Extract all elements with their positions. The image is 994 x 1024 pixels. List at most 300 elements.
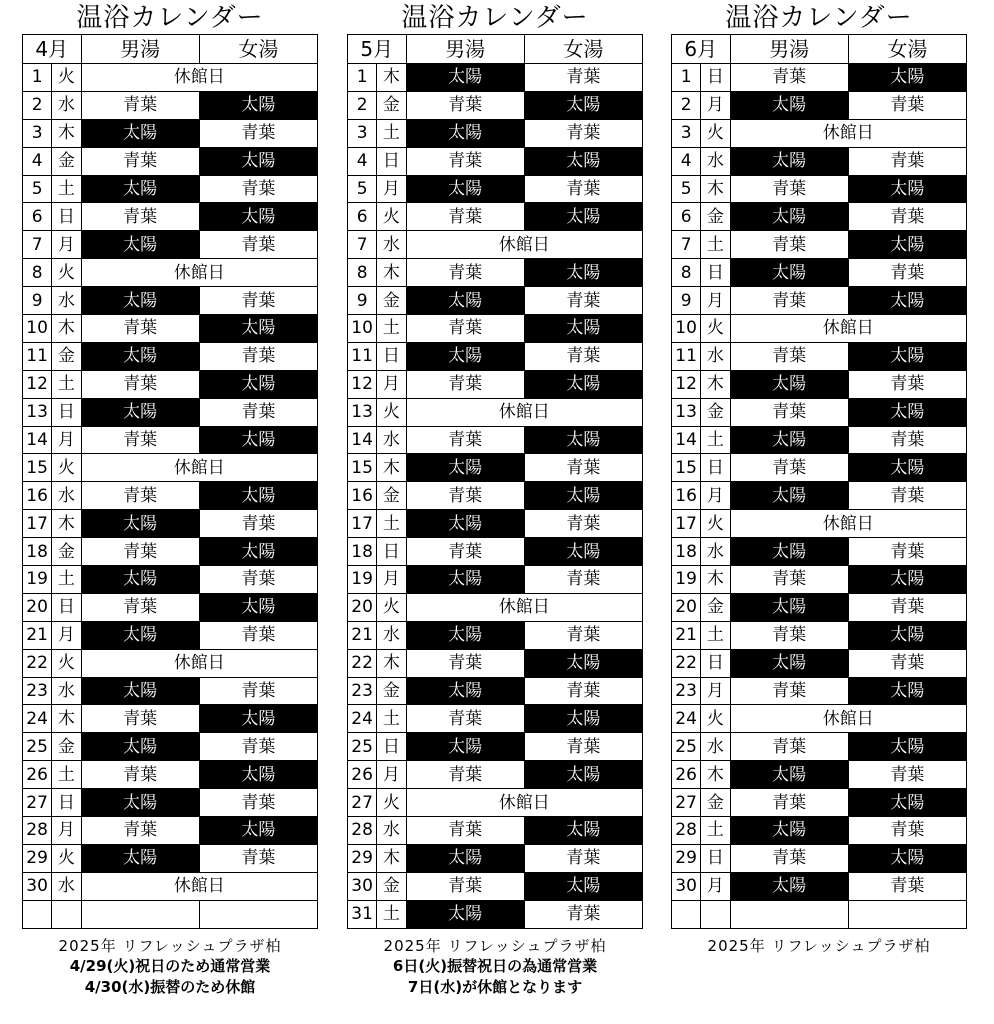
men-bath-cell: 太陽 bbox=[406, 119, 524, 147]
day-of-week: 日 bbox=[377, 538, 406, 566]
day-number: 13 bbox=[672, 398, 701, 426]
day-row bbox=[348, 287, 643, 315]
footer-note: 7日(水)が休館となります bbox=[407, 977, 583, 996]
day-row bbox=[348, 789, 643, 817]
month-label: 5月 bbox=[348, 35, 407, 64]
women-bath-header: 女湯 bbox=[524, 35, 642, 64]
day-row bbox=[23, 482, 318, 510]
day-of-week: 日 bbox=[52, 398, 81, 426]
women-bath-cell: 青葉 bbox=[199, 398, 317, 426]
women-bath-cell: 太陽 bbox=[524, 649, 642, 677]
women-bath-cell: 太陽 bbox=[848, 64, 966, 92]
day-of-week bbox=[52, 900, 81, 928]
men-bath-cell: 太陽 bbox=[81, 398, 199, 426]
men-bath-cell: 青葉 bbox=[406, 315, 524, 343]
day-of-week: 水 bbox=[701, 147, 730, 175]
day-of-week: 月 bbox=[52, 817, 81, 845]
women-bath-cell: 青葉 bbox=[199, 566, 317, 594]
women-bath-cell: 青葉 bbox=[524, 510, 642, 538]
day-number: 17 bbox=[23, 510, 52, 538]
day-of-week: 土 bbox=[377, 119, 406, 147]
men-bath-cell: 太陽 bbox=[406, 287, 524, 315]
day-row bbox=[23, 147, 318, 175]
women-bath-cell: 太陽 bbox=[848, 677, 966, 705]
day-row bbox=[23, 593, 318, 621]
day-row bbox=[672, 287, 967, 315]
men-bath-cell: 太陽 bbox=[730, 872, 848, 900]
day-number bbox=[23, 900, 52, 928]
footer-year: 2025年 リフレッシュプラザ柏 bbox=[707, 936, 931, 955]
day-number: 19 bbox=[672, 566, 701, 594]
men-bath-cell: 太陽 bbox=[81, 621, 199, 649]
day-of-week: 日 bbox=[52, 593, 81, 621]
women-bath-cell: 青葉 bbox=[524, 677, 642, 705]
day-of-week: 水 bbox=[377, 426, 406, 454]
day-row bbox=[348, 315, 643, 343]
day-of-week: 火 bbox=[377, 593, 406, 621]
day-of-week: 火 bbox=[377, 203, 406, 231]
women-bath-cell: 青葉 bbox=[524, 175, 642, 203]
day-row bbox=[672, 789, 967, 817]
men-bath-cell: 太陽 bbox=[81, 789, 199, 817]
day-number: 27 bbox=[23, 789, 52, 817]
day-row bbox=[23, 566, 318, 594]
day-number: 16 bbox=[348, 482, 377, 510]
day-number: 8 bbox=[23, 259, 52, 287]
calendar-title: 温浴カレンダー bbox=[725, 3, 913, 33]
day-of-week: 水 bbox=[701, 342, 730, 370]
men-bath-cell: 青葉 bbox=[81, 761, 199, 789]
day-row bbox=[672, 203, 967, 231]
day-row bbox=[672, 649, 967, 677]
day-number: 29 bbox=[23, 844, 52, 872]
day-row bbox=[672, 900, 967, 928]
day-row bbox=[348, 705, 643, 733]
day-number: 30 bbox=[23, 872, 52, 900]
women-bath-cell: 太陽 bbox=[848, 789, 966, 817]
day-row bbox=[348, 872, 643, 900]
women-bath-cell: 青葉 bbox=[848, 259, 966, 287]
day-number: 5 bbox=[23, 175, 52, 203]
day-row bbox=[672, 259, 967, 287]
day-of-week: 火 bbox=[52, 649, 81, 677]
women-bath-cell: 青葉 bbox=[524, 733, 642, 761]
day-number: 24 bbox=[348, 705, 377, 733]
closed-cell: 休館日 bbox=[730, 315, 967, 343]
day-number: 15 bbox=[23, 454, 52, 482]
day-number: 7 bbox=[672, 231, 701, 259]
men-bath-cell: 青葉 bbox=[406, 203, 524, 231]
women-bath-cell: 青葉 bbox=[199, 789, 317, 817]
day-row bbox=[672, 538, 967, 566]
day-number: 14 bbox=[348, 426, 377, 454]
day-number: 7 bbox=[348, 231, 377, 259]
day-row bbox=[348, 231, 643, 259]
day-row bbox=[23, 621, 318, 649]
closed-cell: 休館日 bbox=[81, 259, 318, 287]
calendar-table bbox=[22, 34, 318, 929]
men-bath-cell: 青葉 bbox=[730, 398, 848, 426]
day-number: 9 bbox=[23, 287, 52, 315]
day-of-week: 日 bbox=[377, 147, 406, 175]
day-of-week: 木 bbox=[377, 64, 406, 92]
women-bath-cell: 青葉 bbox=[848, 872, 966, 900]
day-of-week: 金 bbox=[52, 342, 81, 370]
men-bath-cell: 太陽 bbox=[406, 900, 524, 928]
women-bath-cell: 青葉 bbox=[199, 287, 317, 315]
day-row bbox=[23, 817, 318, 845]
women-bath-cell: 太陽 bbox=[199, 482, 317, 510]
day-number: 4 bbox=[23, 147, 52, 175]
calendar-april bbox=[22, 0, 318, 998]
men-bath-cell: 太陽 bbox=[406, 566, 524, 594]
day-of-week: 火 bbox=[701, 315, 730, 343]
women-bath-header: 女湯 bbox=[199, 35, 317, 64]
men-bath-cell: 青葉 bbox=[730, 789, 848, 817]
day-number: 11 bbox=[23, 342, 52, 370]
day-of-week: 水 bbox=[52, 482, 81, 510]
day-row bbox=[348, 482, 643, 510]
men-bath-cell: 青葉 bbox=[730, 342, 848, 370]
day-number: 29 bbox=[348, 844, 377, 872]
day-row bbox=[23, 900, 318, 928]
day-of-week bbox=[701, 900, 730, 928]
day-number: 24 bbox=[23, 705, 52, 733]
day-number: 6 bbox=[348, 203, 377, 231]
calendar-footer bbox=[671, 935, 967, 956]
closed-cell: 休館日 bbox=[81, 454, 318, 482]
day-number: 21 bbox=[348, 621, 377, 649]
day-row bbox=[23, 426, 318, 454]
men-bath-cell: 青葉 bbox=[81, 482, 199, 510]
day-number: 9 bbox=[348, 287, 377, 315]
day-row bbox=[672, 370, 967, 398]
women-bath-header: 女湯 bbox=[848, 35, 966, 64]
day-number: 30 bbox=[672, 872, 701, 900]
day-of-week: 木 bbox=[701, 175, 730, 203]
day-number: 28 bbox=[348, 817, 377, 845]
women-bath-cell: 青葉 bbox=[199, 175, 317, 203]
calendar-body bbox=[23, 35, 318, 929]
day-of-week: 日 bbox=[377, 733, 406, 761]
day-number: 3 bbox=[23, 119, 52, 147]
day-number: 25 bbox=[672, 733, 701, 761]
day-row bbox=[23, 175, 318, 203]
day-of-week: 土 bbox=[52, 175, 81, 203]
day-number: 11 bbox=[348, 342, 377, 370]
footer-note: 6日(火)振替祝日の為通常営業 bbox=[392, 956, 598, 975]
day-of-week: 金 bbox=[701, 593, 730, 621]
day-number: 11 bbox=[672, 342, 701, 370]
calendar-body bbox=[348, 35, 643, 929]
month-label: 6月 bbox=[672, 35, 731, 64]
day-of-week: 木 bbox=[377, 844, 406, 872]
day-row bbox=[23, 872, 318, 900]
day-row bbox=[672, 315, 967, 343]
day-of-week: 木 bbox=[52, 705, 81, 733]
day-row bbox=[348, 119, 643, 147]
men-bath-cell: 青葉 bbox=[406, 761, 524, 789]
day-number: 25 bbox=[348, 733, 377, 761]
day-row bbox=[23, 119, 318, 147]
day-number: 26 bbox=[348, 761, 377, 789]
women-bath-cell: 太陽 bbox=[199, 593, 317, 621]
day-number: 30 bbox=[348, 872, 377, 900]
women-bath-cell: 青葉 bbox=[199, 677, 317, 705]
header-row bbox=[23, 35, 318, 64]
day-of-week: 月 bbox=[377, 761, 406, 789]
day-number: 20 bbox=[23, 593, 52, 621]
men-bath-cell: 青葉 bbox=[406, 91, 524, 119]
footer-note: 4/29(火)祝日のため通常営業 bbox=[69, 956, 271, 975]
day-number: 24 bbox=[672, 705, 701, 733]
women-bath-cell: 太陽 bbox=[848, 175, 966, 203]
women-bath-cell: 太陽 bbox=[199, 705, 317, 733]
men-bath-cell: 青葉 bbox=[730, 454, 848, 482]
day-of-week: 木 bbox=[377, 454, 406, 482]
men-bath-cell: 青葉 bbox=[81, 203, 199, 231]
women-bath-cell: 青葉 bbox=[524, 844, 642, 872]
women-bath-cell: 太陽 bbox=[199, 147, 317, 175]
day-row bbox=[348, 733, 643, 761]
day-of-week: 月 bbox=[701, 482, 730, 510]
men-bath-cell: 太陽 bbox=[730, 147, 848, 175]
day-of-week: 水 bbox=[377, 621, 406, 649]
month-label: 4月 bbox=[23, 35, 82, 64]
women-bath-cell: 青葉 bbox=[524, 621, 642, 649]
day-of-week: 金 bbox=[377, 91, 406, 119]
day-row bbox=[348, 203, 643, 231]
women-bath-cell: 青葉 bbox=[848, 538, 966, 566]
day-row bbox=[672, 817, 967, 845]
men-bath-header: 男湯 bbox=[81, 35, 199, 64]
day-number: 8 bbox=[348, 259, 377, 287]
women-bath-cell: 太陽 bbox=[848, 398, 966, 426]
women-bath-cell: 青葉 bbox=[848, 817, 966, 845]
women-bath-cell: 青葉 bbox=[848, 370, 966, 398]
day-number: 12 bbox=[672, 370, 701, 398]
day-row bbox=[348, 844, 643, 872]
women-bath-cell: 青葉 bbox=[199, 733, 317, 761]
women-bath-cell: 青葉 bbox=[199, 510, 317, 538]
day-row bbox=[672, 705, 967, 733]
day-row bbox=[348, 91, 643, 119]
women-bath-cell: 太陽 bbox=[199, 91, 317, 119]
day-number: 6 bbox=[672, 203, 701, 231]
men-bath-cell: 太陽 bbox=[730, 259, 848, 287]
women-bath-cell: 太陽 bbox=[524, 817, 642, 845]
women-bath-cell: 青葉 bbox=[848, 203, 966, 231]
calendar-title: 温浴カレンダー bbox=[76, 3, 264, 33]
men-bath-cell: 太陽 bbox=[81, 119, 199, 147]
header-row bbox=[672, 35, 967, 64]
men-bath-cell: 太陽 bbox=[81, 733, 199, 761]
men-bath-cell: 太陽 bbox=[406, 677, 524, 705]
women-bath-cell: 太陽 bbox=[848, 566, 966, 594]
day-row bbox=[23, 538, 318, 566]
men-bath-cell: 青葉 bbox=[406, 259, 524, 287]
women-bath-cell: 青葉 bbox=[524, 566, 642, 594]
day-number: 14 bbox=[23, 426, 52, 454]
day-number: 2 bbox=[348, 91, 377, 119]
day-number: 6 bbox=[23, 203, 52, 231]
men-bath-cell: 青葉 bbox=[406, 482, 524, 510]
day-number: 16 bbox=[672, 482, 701, 510]
women-bath-cell: 太陽 bbox=[524, 538, 642, 566]
men-bath-cell: 太陽 bbox=[406, 621, 524, 649]
day-number: 20 bbox=[348, 593, 377, 621]
day-of-week: 土 bbox=[377, 705, 406, 733]
day-row bbox=[348, 147, 643, 175]
day-of-week: 月 bbox=[52, 621, 81, 649]
day-row bbox=[348, 621, 643, 649]
calendar-may bbox=[347, 0, 643, 998]
men-bath-cell: 青葉 bbox=[406, 649, 524, 677]
men-bath-cell: 太陽 bbox=[406, 733, 524, 761]
day-row bbox=[23, 510, 318, 538]
day-of-week: 火 bbox=[52, 454, 81, 482]
day-number: 10 bbox=[348, 315, 377, 343]
day-of-week: 水 bbox=[52, 287, 81, 315]
day-of-week: 土 bbox=[52, 370, 81, 398]
day-of-week: 火 bbox=[377, 398, 406, 426]
day-row bbox=[348, 64, 643, 92]
men-bath-cell: 青葉 bbox=[406, 538, 524, 566]
day-number: 15 bbox=[348, 454, 377, 482]
day-of-week: 水 bbox=[701, 538, 730, 566]
men-bath-cell: 青葉 bbox=[730, 64, 848, 92]
day-number: 18 bbox=[672, 538, 701, 566]
day-row bbox=[23, 287, 318, 315]
women-bath-cell: 太陽 bbox=[848, 342, 966, 370]
footer-year: 2025年 リフレッシュプラザ柏 bbox=[58, 936, 282, 955]
day-number: 10 bbox=[23, 315, 52, 343]
women-bath-cell: 太陽 bbox=[524, 315, 642, 343]
day-of-week: 木 bbox=[52, 119, 81, 147]
day-row bbox=[23, 315, 318, 343]
women-bath-cell: 青葉 bbox=[524, 454, 642, 482]
day-number: 13 bbox=[348, 398, 377, 426]
women-bath-cell: 青葉 bbox=[848, 482, 966, 510]
men-bath-cell: 青葉 bbox=[81, 370, 199, 398]
men-bath-cell: 太陽 bbox=[730, 91, 848, 119]
day-number: 22 bbox=[672, 649, 701, 677]
men-bath-header: 男湯 bbox=[730, 35, 848, 64]
day-row bbox=[23, 649, 318, 677]
day-of-week: 木 bbox=[52, 510, 81, 538]
day-row bbox=[672, 733, 967, 761]
men-bath-cell: 青葉 bbox=[730, 677, 848, 705]
closed-cell: 休館日 bbox=[730, 119, 967, 147]
day-row bbox=[348, 900, 643, 928]
women-bath-cell: 青葉 bbox=[848, 593, 966, 621]
day-number: 18 bbox=[348, 538, 377, 566]
men-bath-cell: 太陽 bbox=[406, 510, 524, 538]
day-number: 2 bbox=[23, 91, 52, 119]
men-bath-cell: 太陽 bbox=[406, 844, 524, 872]
closed-cell: 休館日 bbox=[81, 872, 318, 900]
day-number: 27 bbox=[348, 789, 377, 817]
day-row bbox=[672, 64, 967, 92]
day-of-week: 日 bbox=[701, 454, 730, 482]
men-bath-cell: 青葉 bbox=[81, 538, 199, 566]
day-number: 10 bbox=[672, 315, 701, 343]
day-number: 12 bbox=[348, 370, 377, 398]
women-bath-cell: 太陽 bbox=[848, 733, 966, 761]
men-bath-cell: 青葉 bbox=[406, 817, 524, 845]
men-bath-cell: 太陽 bbox=[81, 844, 199, 872]
men-bath-cell: 太陽 bbox=[406, 175, 524, 203]
women-bath-cell: 青葉 bbox=[524, 287, 642, 315]
men-bath-cell: 青葉 bbox=[406, 872, 524, 900]
women-bath-cell: 青葉 bbox=[199, 621, 317, 649]
day-row bbox=[23, 231, 318, 259]
women-bath-cell: 青葉 bbox=[524, 900, 642, 928]
women-bath-cell: 太陽 bbox=[848, 231, 966, 259]
men-bath-cell: 太陽 bbox=[730, 593, 848, 621]
day-number: 20 bbox=[672, 593, 701, 621]
day-of-week: 金 bbox=[52, 733, 81, 761]
men-bath-cell: 太陽 bbox=[730, 370, 848, 398]
day-number: 13 bbox=[23, 398, 52, 426]
men-bath-cell: 太陽 bbox=[81, 175, 199, 203]
day-number: 26 bbox=[23, 761, 52, 789]
day-number: 19 bbox=[348, 566, 377, 594]
men-bath-cell: 青葉 bbox=[81, 315, 199, 343]
women-bath-cell: 青葉 bbox=[524, 342, 642, 370]
day-of-week: 月 bbox=[377, 175, 406, 203]
day-row bbox=[348, 510, 643, 538]
closed-cell: 休館日 bbox=[406, 789, 643, 817]
day-of-week: 火 bbox=[701, 510, 730, 538]
day-number: 17 bbox=[672, 510, 701, 538]
women-bath-cell: 太陽 bbox=[524, 203, 642, 231]
day-row bbox=[348, 426, 643, 454]
day-row bbox=[672, 621, 967, 649]
day-of-week: 木 bbox=[701, 566, 730, 594]
men-bath-cell: 青葉 bbox=[406, 426, 524, 454]
day-of-week: 金 bbox=[377, 287, 406, 315]
calendar-table bbox=[671, 34, 967, 929]
day-row bbox=[672, 677, 967, 705]
day-of-week: 木 bbox=[701, 370, 730, 398]
day-of-week: 水 bbox=[52, 872, 81, 900]
day-number: 2 bbox=[672, 91, 701, 119]
day-row bbox=[672, 761, 967, 789]
day-row bbox=[348, 538, 643, 566]
men-bath-cell: 青葉 bbox=[730, 621, 848, 649]
women-bath-cell: 太陽 bbox=[524, 705, 642, 733]
day-of-week: 土 bbox=[377, 900, 406, 928]
men-bath-cell: 青葉 bbox=[730, 287, 848, 315]
day-number: 22 bbox=[23, 649, 52, 677]
men-bath-cell bbox=[730, 900, 848, 928]
day-of-week: 水 bbox=[52, 677, 81, 705]
day-number: 12 bbox=[23, 370, 52, 398]
women-bath-cell: 太陽 bbox=[524, 370, 642, 398]
day-row bbox=[348, 817, 643, 845]
women-bath-cell: 青葉 bbox=[848, 761, 966, 789]
women-bath-cell: 太陽 bbox=[848, 287, 966, 315]
day-number: 22 bbox=[348, 649, 377, 677]
day-row bbox=[348, 398, 643, 426]
day-row bbox=[672, 119, 967, 147]
women-bath-cell: 青葉 bbox=[199, 231, 317, 259]
closed-cell: 休館日 bbox=[730, 705, 967, 733]
women-bath-cell: 太陽 bbox=[199, 370, 317, 398]
day-number: 29 bbox=[672, 844, 701, 872]
women-bath-cell: 青葉 bbox=[848, 147, 966, 175]
